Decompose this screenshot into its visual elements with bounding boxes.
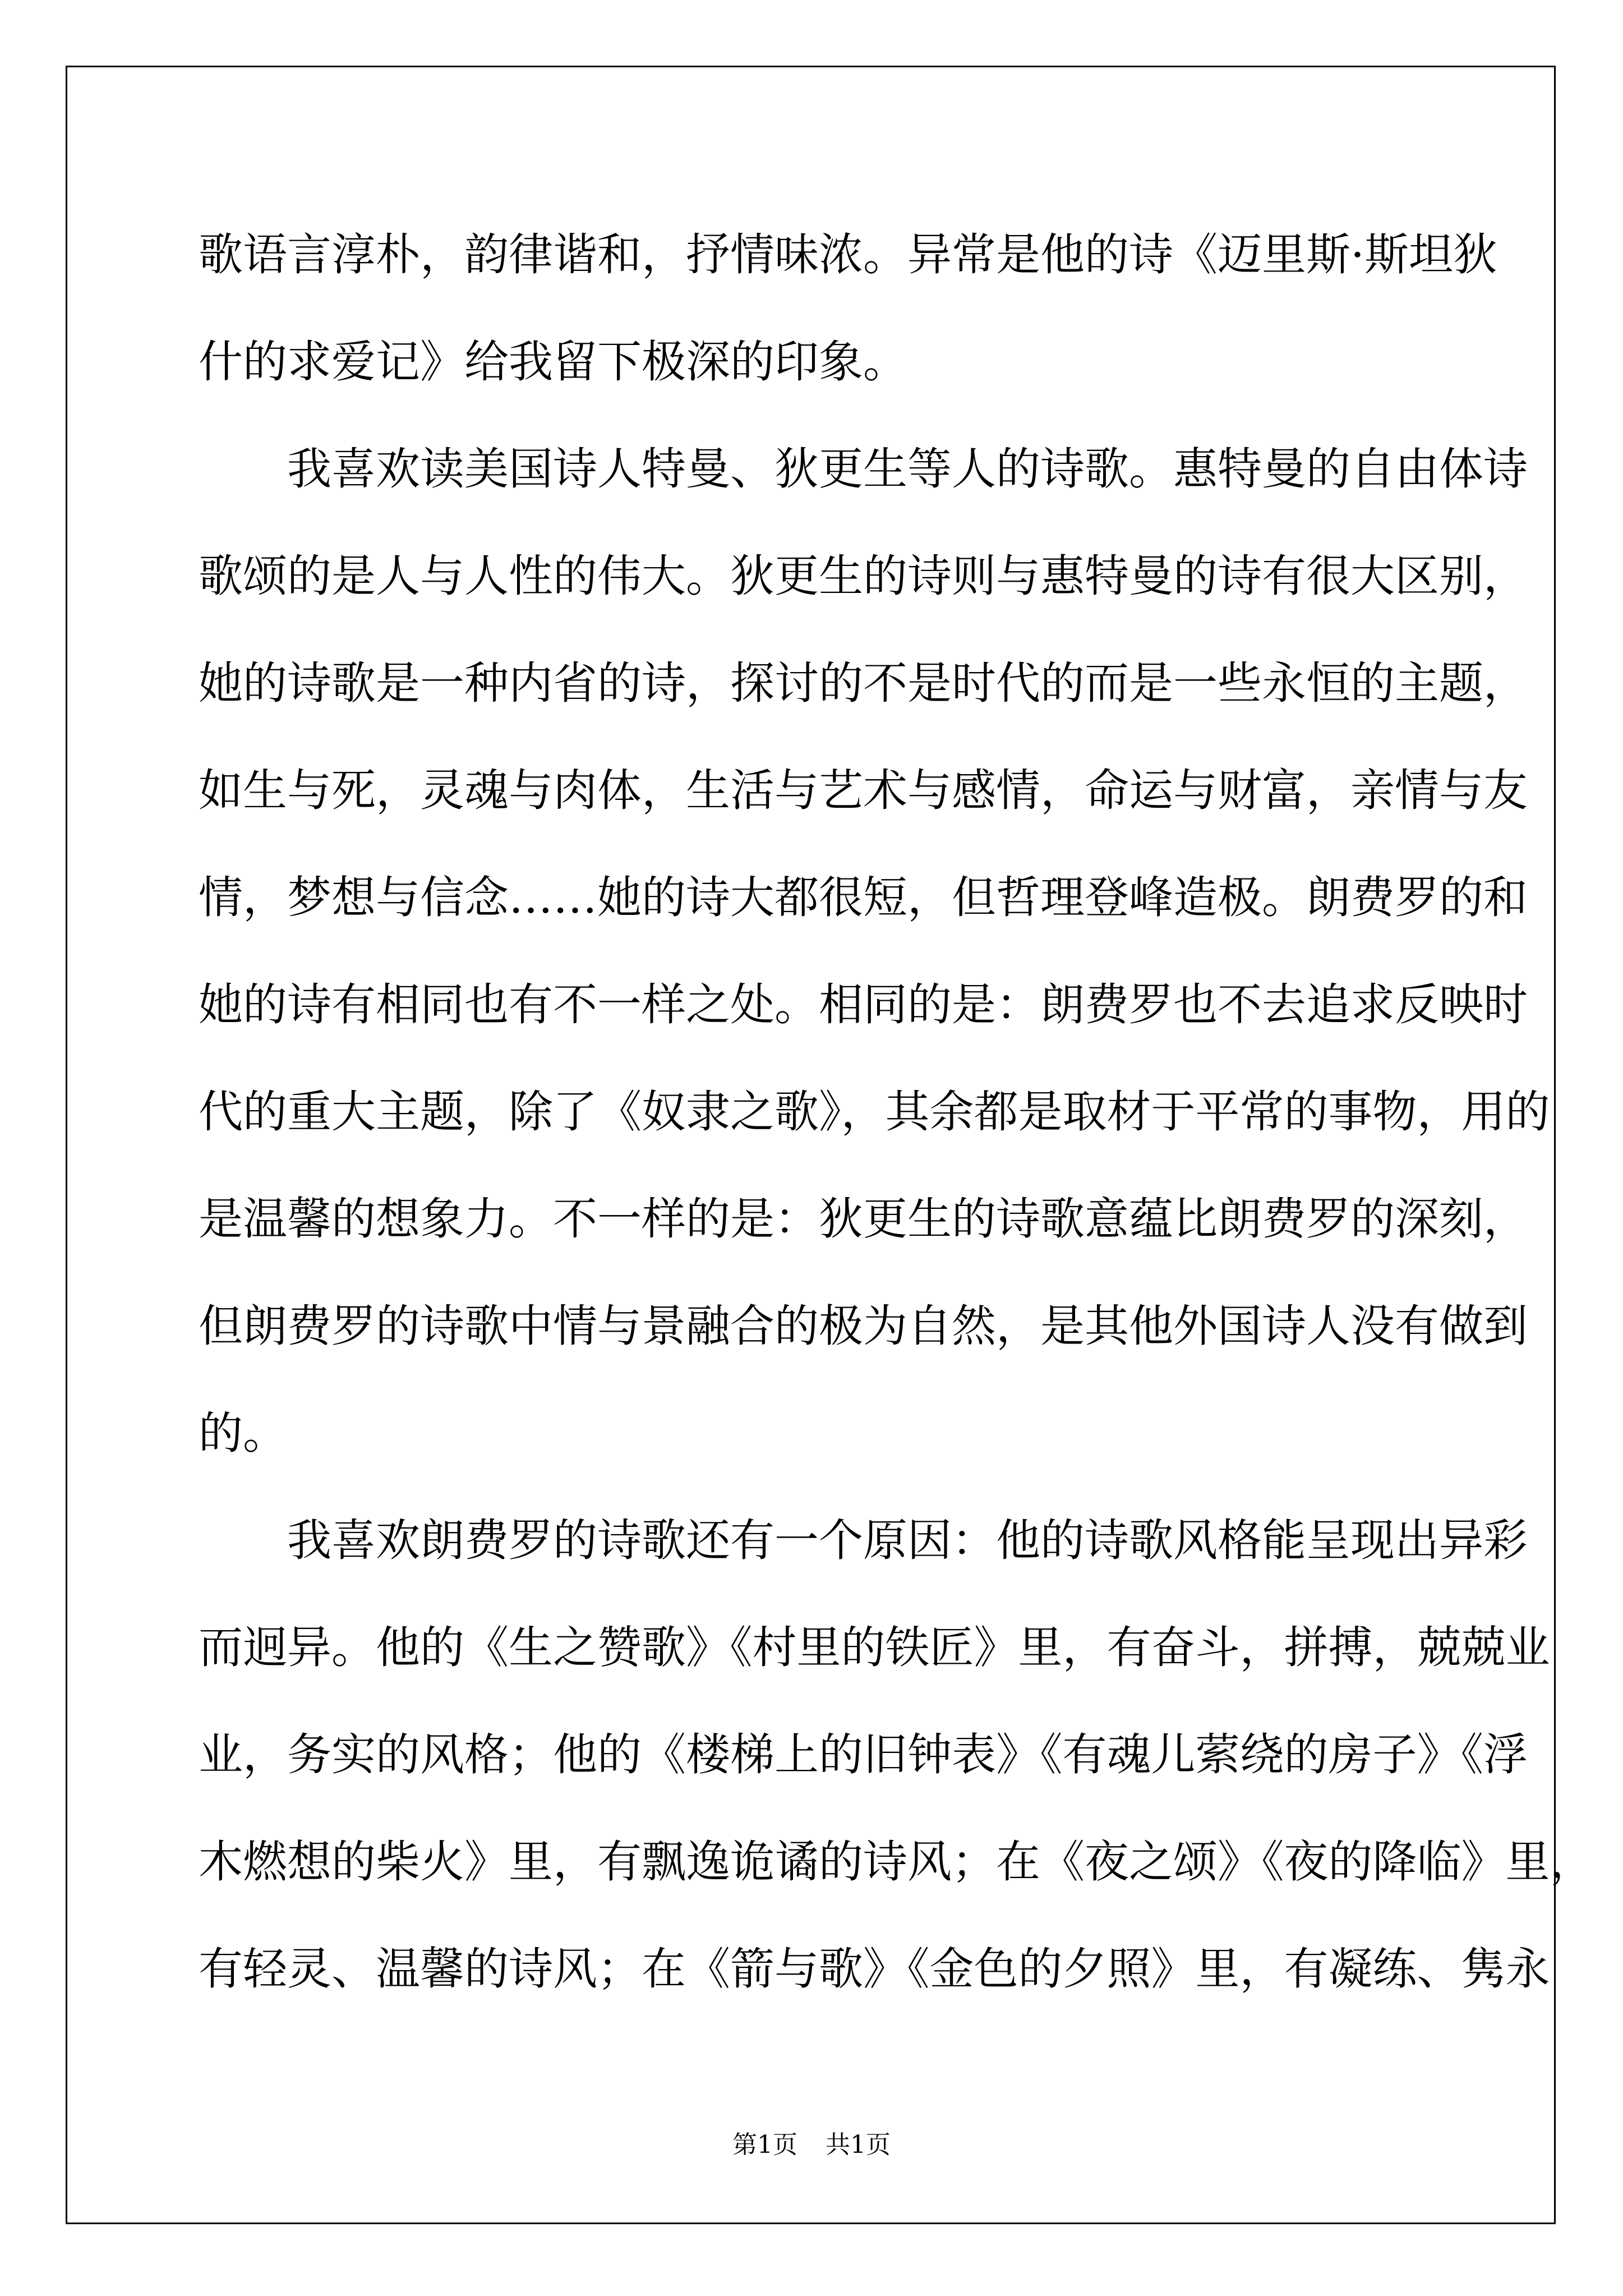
text-line: 我喜欢读美国诗人特曼、狄更生等人的诗歌。惠特曼的自由体诗 <box>287 443 1528 495</box>
text-line: 而迥异。他的《生之赞歌》《村里的铁匠》里，有奋斗，拼搏，兢兢业 <box>199 1622 1550 1673</box>
text-line: 歌颂的是人与人性的伟大。狄更生的诗则与惠特曼的诗有很大区别， <box>199 550 1528 602</box>
text-line: 情，梦想与信念……她的诗大都很短，但哲理登峰造极。朗费罗的和 <box>199 872 1528 923</box>
document-body <box>199 201 1594 2023</box>
text-line: 她的诗有相同也有不一样之处。相同的是：朗费罗也不去追求反映时 <box>199 979 1528 1030</box>
text-line: 我喜欢朗费罗的诗歌还有一个原因：他的诗歌风格能呈现出异彩 <box>287 1515 1528 1566</box>
text-line: 木燃想的柴火》里，有飘逸诡谲的诗风；在《夜之颂》《夜的降临》里， <box>199 1836 1594 1888</box>
text-line: 有轻灵、温馨的诗风；在《箭与歌》《金色的夕照》里，有凝练、隽永 <box>199 1943 1550 1995</box>
text-line: 什的求爱记》给我留下极深的印象。 <box>199 336 907 388</box>
page-number: 第1页 <box>732 2131 797 2159</box>
text-line: 如生与死，灵魂与肉体，生活与艺术与感情，命运与财富，亲情与友 <box>199 765 1528 816</box>
text-line: 是温馨的想象力。不一样的是：狄更生的诗歌意蕴比朗费罗的深刻， <box>199 1193 1528 1245</box>
text-line: 她的诗歌是一种内省的诗，探讨的不是时代的而是一些永恒的主题， <box>199 657 1528 709</box>
text-line: 但朗费罗的诗歌中情与景融合的极为自然，是其他外国诗人没有做到 <box>199 1300 1528 1352</box>
text-line: 的。 <box>199 1407 287 1459</box>
text-line: 代的重大主题，除了《奴隶之歌》，其余都是取材于平常的事物，用的 <box>199 1086 1550 1138</box>
text-line: 歌语言淳朴，韵律谐和，抒情味浓。异常是他的诗《迈里斯·斯坦狄 <box>199 229 1498 280</box>
page-total: 共1页 <box>826 2131 891 2159</box>
text-line: 业，务实的风格；他的《楼梯上的旧钟表》《有魂儿萦绕的房子》《浮 <box>199 1729 1528 1780</box>
page-footer <box>0 2124 1623 2160</box>
